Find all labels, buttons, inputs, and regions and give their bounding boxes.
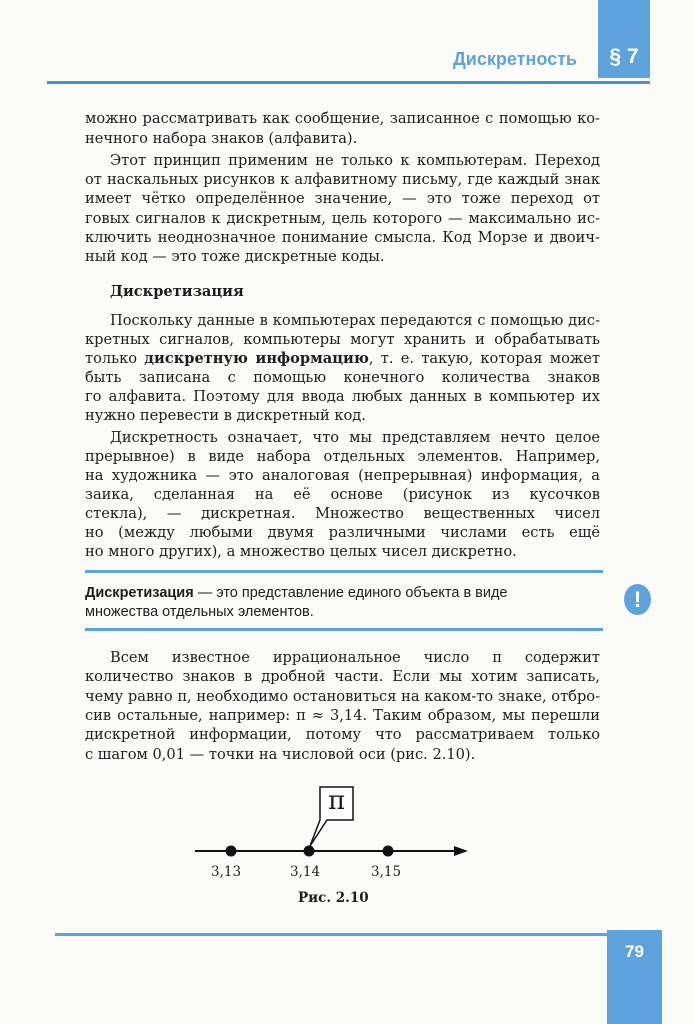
text-line: го алфавита. Поэтому для ввода любых данных в компьютер их	[85, 388, 600, 405]
section-number: § 7	[609, 45, 639, 68]
text-line: но много других), а множество целых чисел дискретно.	[85, 543, 517, 560]
footer-rule	[55, 933, 607, 936]
bold-term: дискретную информацию	[144, 350, 369, 367]
text-line: от наскальных рисунков к алфавитному письму, где каждый знак	[85, 171, 600, 188]
pi-symbol: π	[328, 786, 346, 816]
text-line: говых сигналов к дискретным, цель которого — максимально ис-	[85, 210, 600, 227]
text-fragment: только	[85, 350, 145, 367]
page-number: 79	[625, 942, 644, 961]
text-line: Всем известное иррациональное число π содержит	[110, 649, 600, 666]
text-line: чему равно π, необходимо остановиться на каком-то знаке, отбро-	[85, 688, 600, 705]
text-line: но (между любыми двумя различными числами есть ещё	[85, 524, 600, 541]
text-line: можно рассматривать как сообщение, записанное с помощью ко-	[85, 110, 600, 127]
text-line: сив остальные, например: π ≈ 3,14. Таким образом, мы перешли	[85, 707, 600, 724]
text-line: прерывное) в виде набора отдельных элементов. Например,	[85, 448, 600, 465]
running-title: Дискретность	[452, 49, 577, 69]
exclamation-icon: !	[624, 584, 651, 615]
definition-text: — это представление единого объекта в виде	[193, 585, 508, 601]
label-3-14: 3,14	[290, 864, 321, 880]
text-line: нечного набора знаков (алфавита).	[85, 130, 358, 147]
point-3-14	[304, 846, 315, 857]
label-3-13: 3,13	[211, 864, 242, 880]
text-fragment: , т. е. такую, которая может	[368, 350, 600, 367]
text-line: Дискретность означает, что мы представляем нечто целое	[110, 429, 600, 446]
text-line: имеет чётко определённое значение, — это тоже переход от	[85, 190, 600, 207]
text-line: ключить неоднозначное понимание смысла. Код Морзе и двоич-	[85, 229, 600, 246]
text-line: кретных сигналов, компьютеры могут хранить и обрабатывать	[85, 331, 600, 348]
figure-caption: Рис. 2.10	[298, 890, 369, 906]
text-line: нужно перевести в дискретный код.	[85, 407, 366, 424]
text-line: дискретной информации, потому что рассматриваем только	[85, 726, 600, 743]
text-line: на художника — это аналоговая (непрерывная) информация, а	[85, 467, 600, 484]
text-line: ный код — это тоже дискретные коды.	[85, 248, 385, 265]
text-line: с шагом 0,01 — точки на числовой оси (рис. 2.10).	[85, 746, 476, 763]
text-line: заика, сделанная на её основе (рисунок из кусочков	[85, 486, 600, 503]
text-line: количество знаков в дробной части. Если мы хотим записать,	[85, 668, 600, 685]
label-3-15: 3,15	[371, 864, 402, 880]
point-3-15	[383, 846, 394, 857]
point-3-13	[226, 846, 237, 857]
text-line: быть записана с помощью конечного количества знаков	[85, 369, 600, 386]
axis-arrow	[454, 846, 468, 856]
text-line: стекла), — дискретная. Множество вещественных чисел	[85, 505, 600, 522]
definition-line-2: множества отдельных элементов.	[85, 604, 314, 620]
definition-term: Дискретизация	[85, 585, 194, 601]
section-heading: Дискретизация	[110, 283, 244, 300]
text-line: Этот принцип применим не только к компьютерам. Переход	[110, 152, 600, 169]
text-line: Поскольку данные в компьютерах передаются с помощью дис-	[110, 312, 600, 329]
